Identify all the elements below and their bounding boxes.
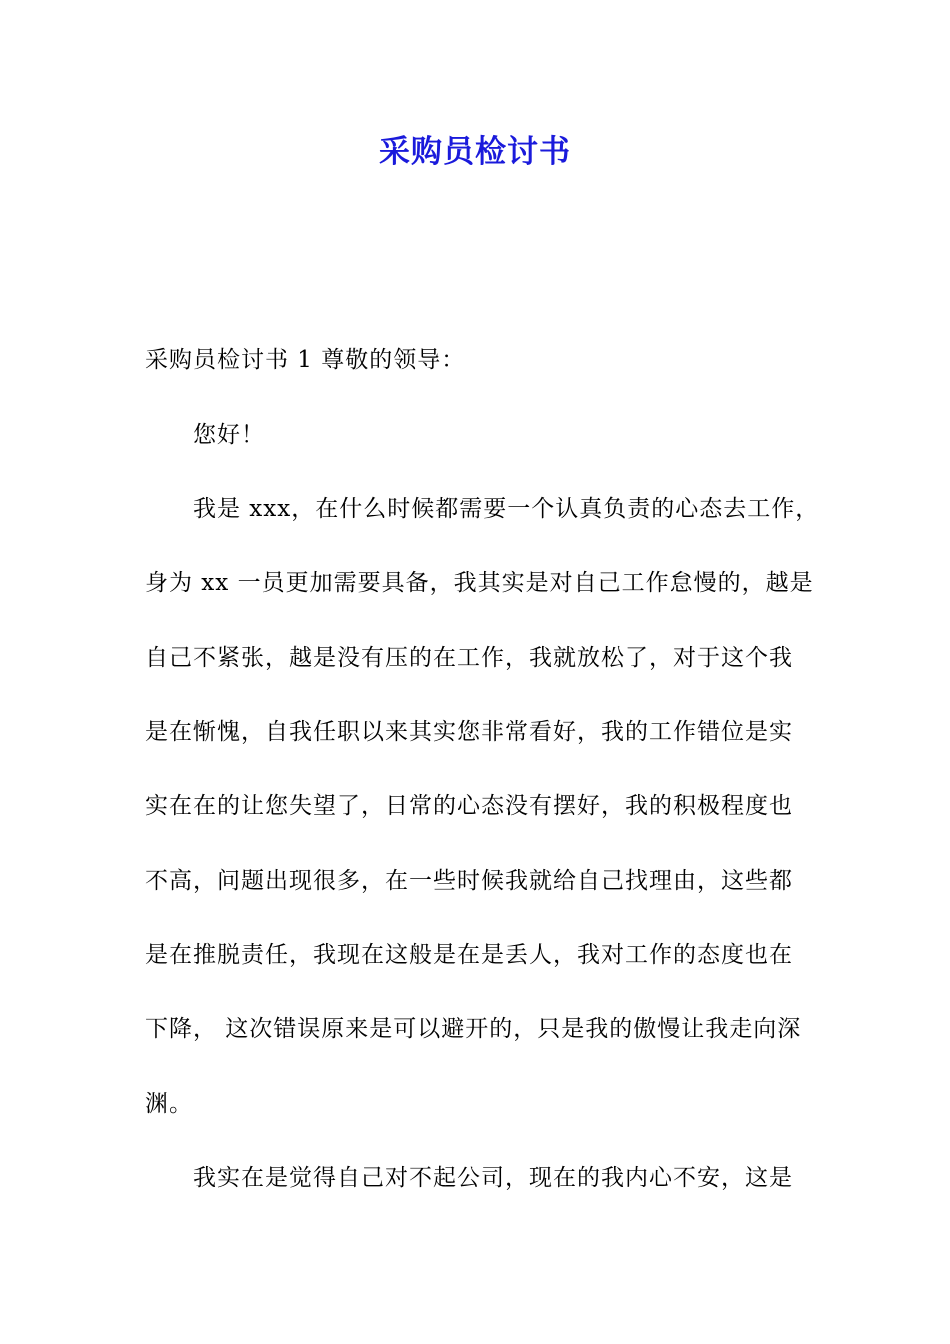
body-line: 身为 xx 一员更加需要具备，我其实是对自己工作怠慢的，越是 [145, 570, 814, 596]
body-line: 我实在是觉得自己对不起公司，现在的我内心不安，这是 [193, 1165, 793, 1191]
salutation-line: 采购员检讨书 1 尊敬的领导： [145, 347, 466, 373]
body-line: 是在推脱责任，我现在这般是在是丢人，我对工作的态度也在 [145, 942, 793, 968]
body-line: 是在惭愧，自我任职以来其实您非常看好，我的工作错位是实 [145, 719, 793, 745]
body-line: 下降， 这次错误原来是可以避开的，只是我的傲慢让我走向深 [145, 1016, 802, 1042]
body-line: 渊。 [145, 1091, 193, 1117]
body-line: 不高，问题出现很多，在一些时候我就给自己找理由，这些都 [145, 868, 793, 894]
document-title: 采购员检讨书 [379, 134, 571, 170]
body-line: 我是 xxx，在什么时候都需要一个认真负责的心态去工作， [193, 496, 820, 522]
body-line: 实在在的让您失望了，日常的心态没有摆好，我的积极程度也 [145, 793, 793, 819]
body-line: 自己不紧张，越是没有压的在工作，我就放松了，对于这个我 [145, 645, 793, 671]
greeting-line: 您好！ [193, 422, 265, 448]
